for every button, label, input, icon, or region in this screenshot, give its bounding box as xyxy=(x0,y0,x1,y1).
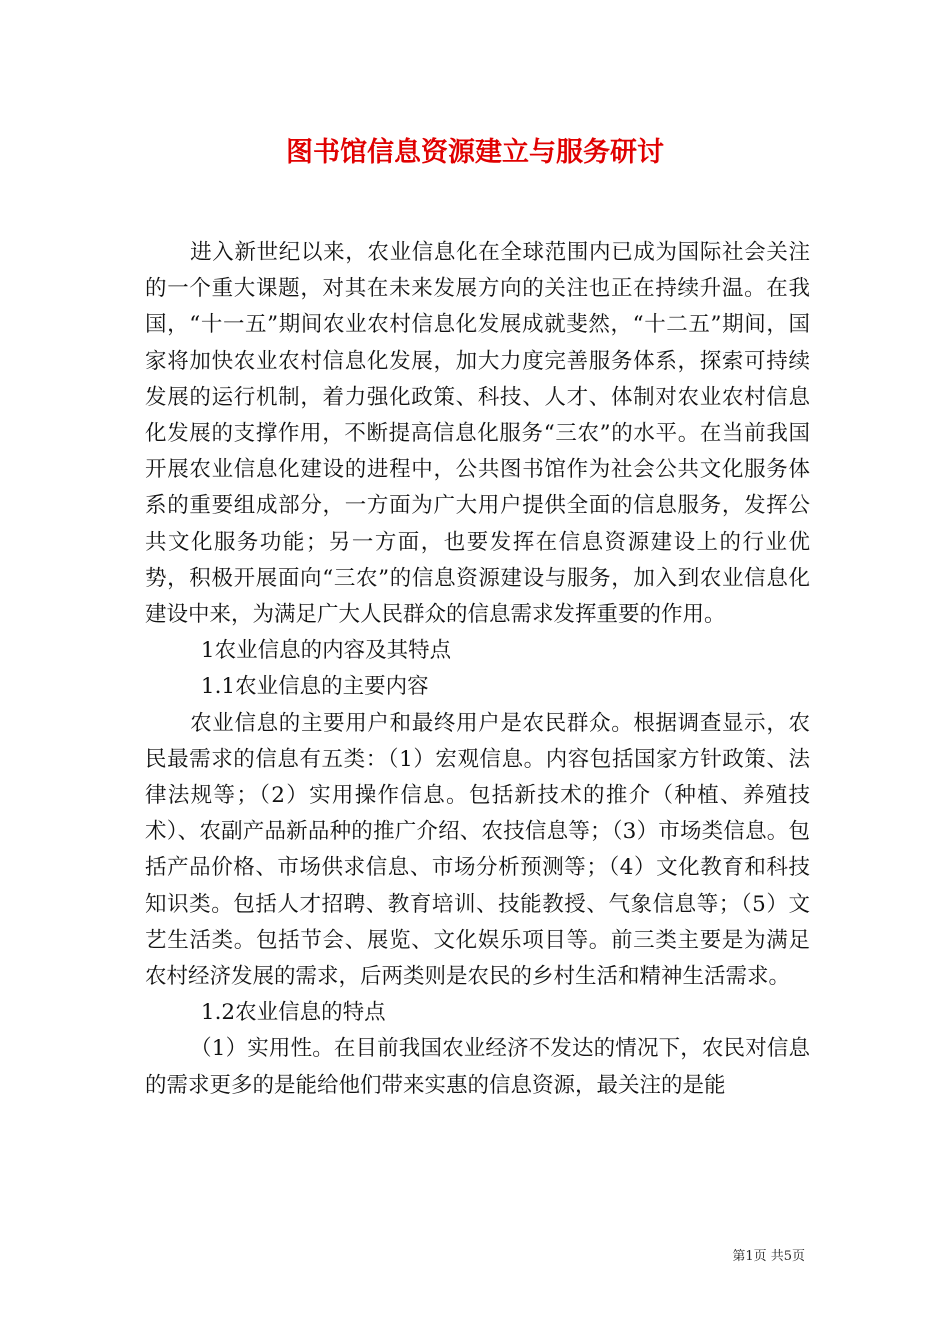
content-paragraph-1-1: 农业信息的主要用户和最终用户是农民群众。根据调查显示，农民最需求的信息有五类：（1）宏观信息。内容包括国家方针政策、法律法规等；（2）实用操作信息。包括新技术的推介（种植、养殖技术）、农副产品新品种的推广介绍、农技信息等；（3）市场类信息。包括产品价格、市场供求信息、市场分析预测等；（4）文化教育和科技知识类。包括人才招聘、教育培训、技能教授、气象信息等；（5）文艺生活类。包括节会、展览、文化娱乐项目等。前三类主要是为满足农村经济发展的需求，后两类则是农民的乡村生活和精神生活需求。 xyxy=(145,710,810,990)
page-number-footer: 第1页 共5页 xyxy=(732,1249,805,1264)
intro-paragraph: 进入新世纪以来，农业信息化在全球范围内已成为国际社会关注的一个重大课题，对其在未来发展方向的关注也正在持续升温。在我国，“十一五”期间农业农村信息化发展成就斐然，“十二五”期间，国家将加快农业农村信息化发展，加大力度完善服务体系，探索可持续发展的运行机制，着力强化政策、科技、人才、体制对农业农村信息化发展的支撑作用，不断提高信息化服务“三农”的水平。在当前我国开展农业信息化建设的进程中，公共图书馆作为社会公共文化服务体系的重要组成部分，一方面为广大用户提供全面的信息服务，发挥公共文化服务功能；另一方面，也要发挥在信息资源建设上的行业优势，积极开展面向“三农”的信息资源建设与服务，加入到农业信息化建设中来，为满足广大人民群众的信息需求发挥重要的作用。 xyxy=(145,240,810,628)
document-title: 图书馆信息资源建立与服务研讨 xyxy=(286,137,664,168)
section-heading-1-1: 1.1农业信息的主要内容 xyxy=(200,674,429,700)
document-body xyxy=(145,235,810,1104)
section-heading-1: 1农业信息的内容及其特点 xyxy=(200,638,452,664)
section-heading-1-2: 1.2农业信息的特点 xyxy=(200,1000,386,1026)
content-paragraph-1-2: （1）实用性。在目前我国农业经济不发达的情况下，农民对信息的需求更多的是能给他们带来实惠的信息资源，最关注的是能 xyxy=(145,1036,810,1098)
